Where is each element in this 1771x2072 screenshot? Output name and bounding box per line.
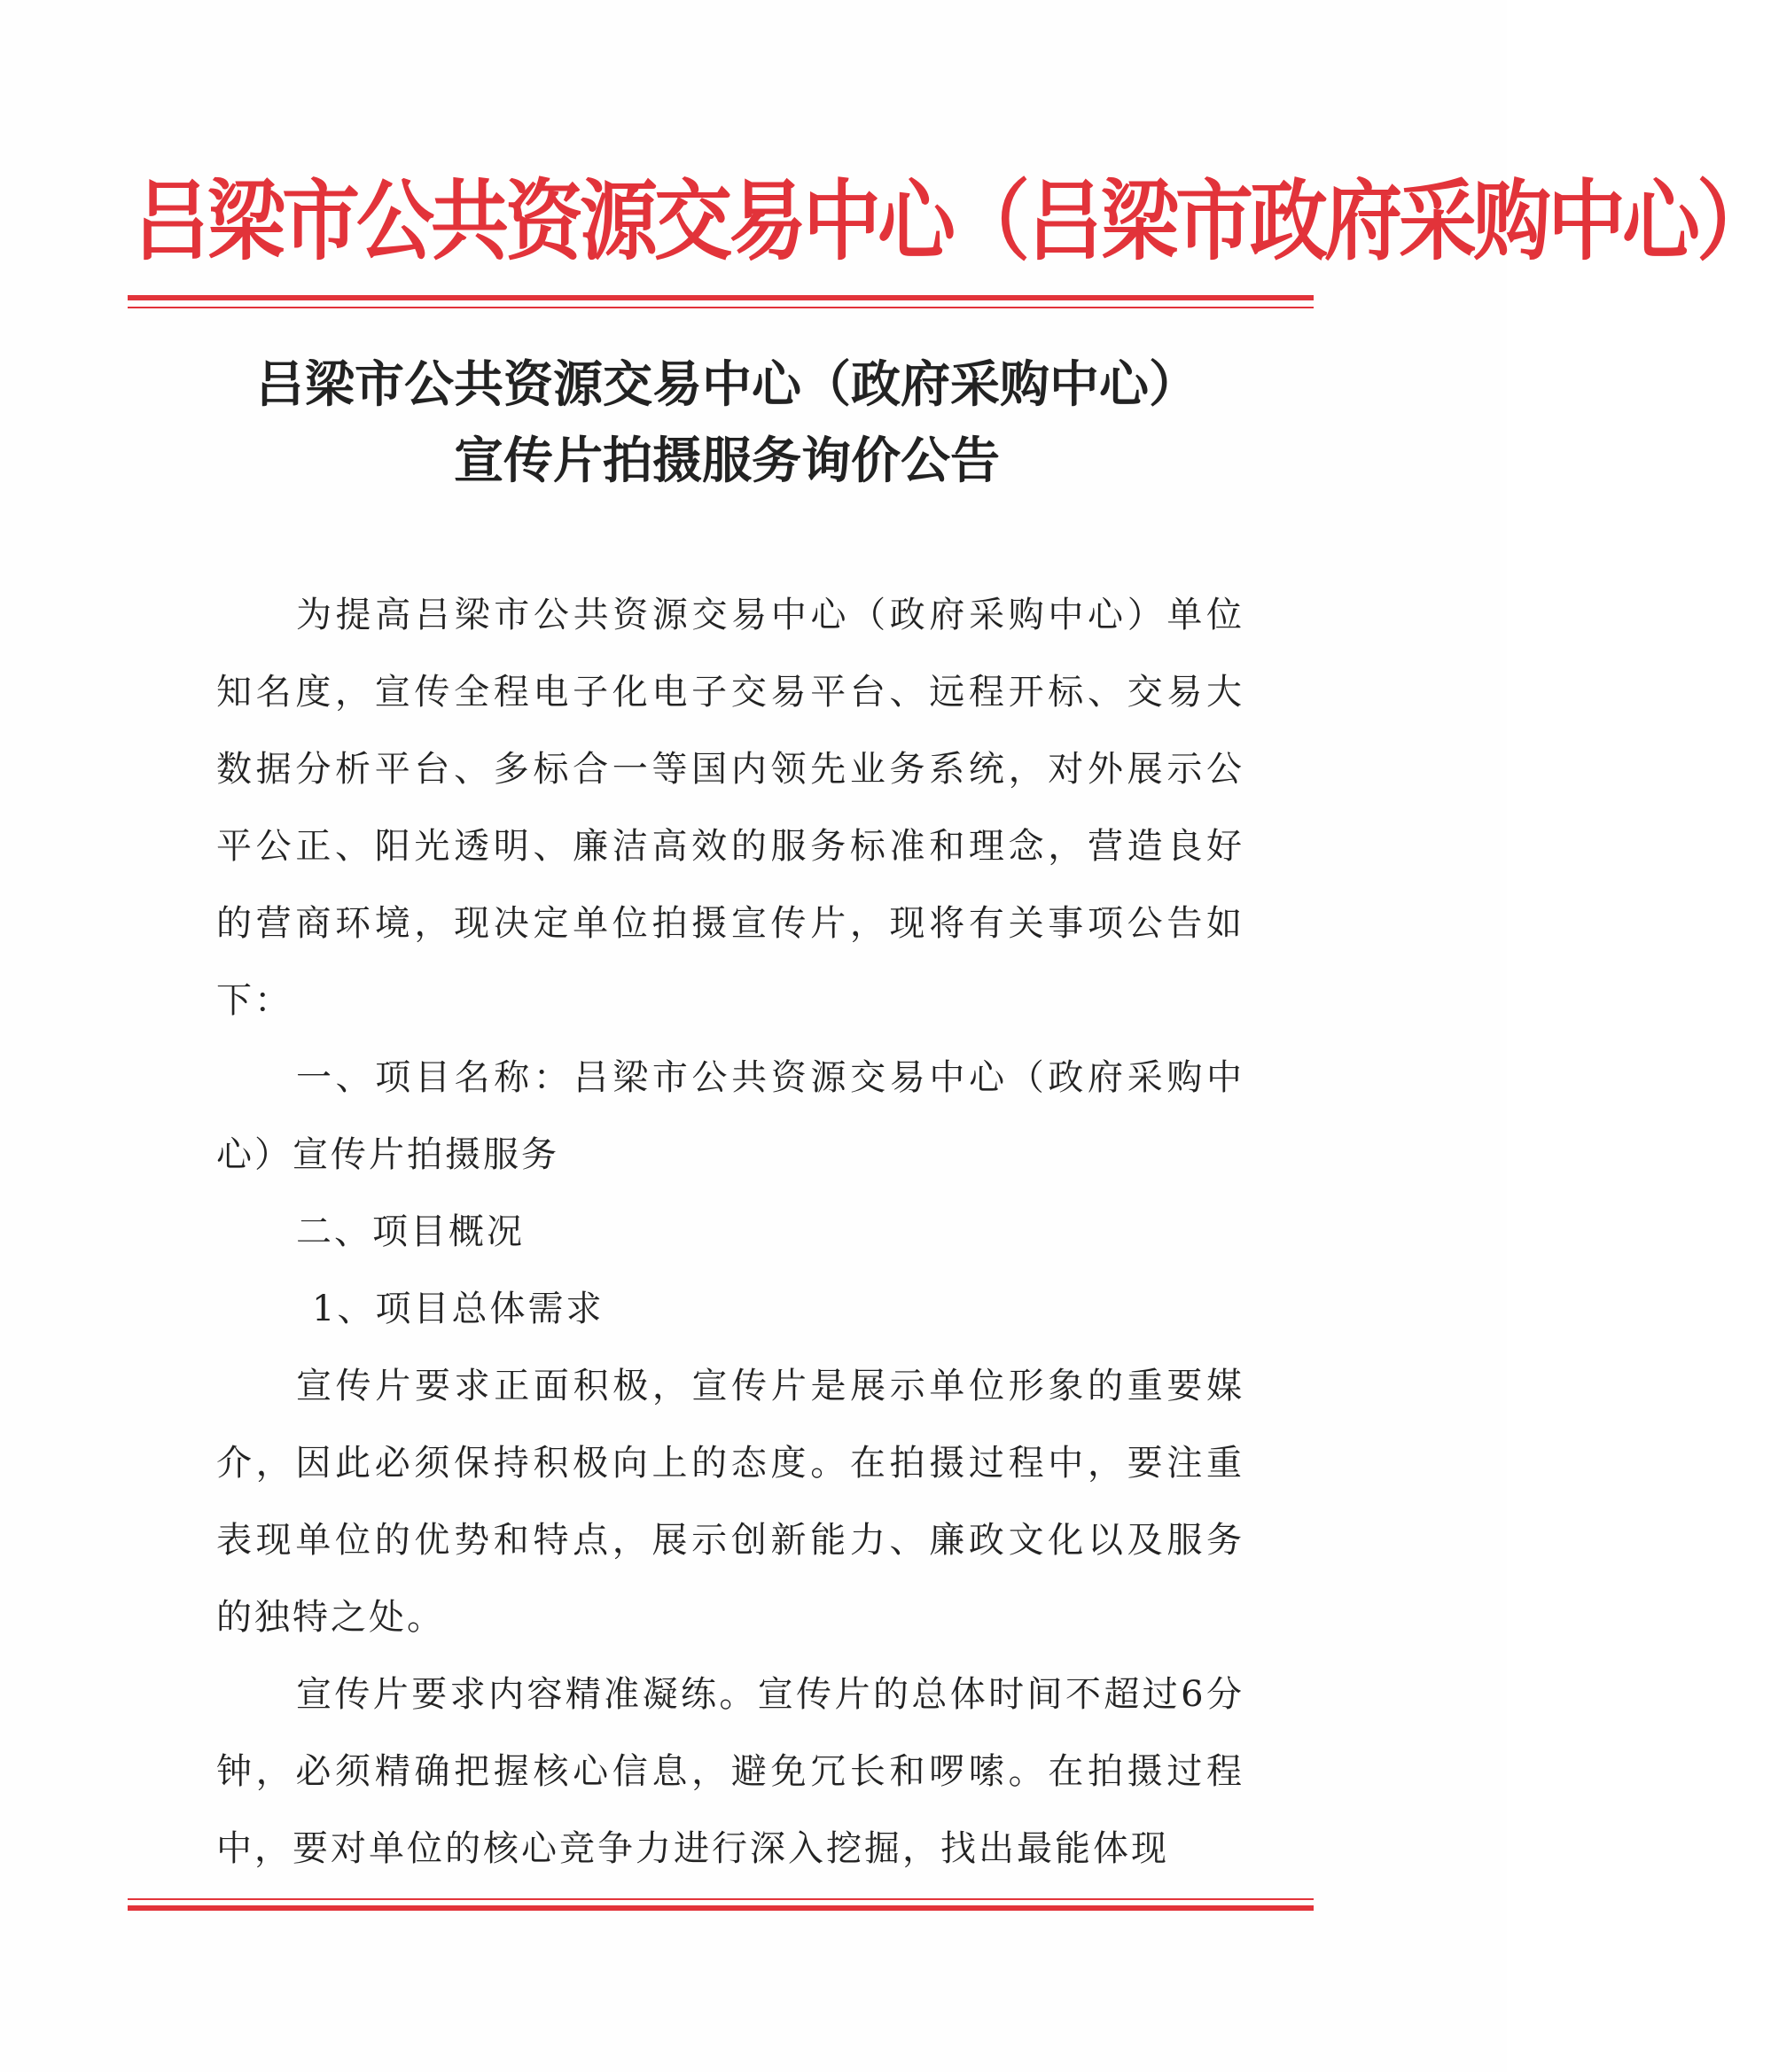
body-paragraph-project-name: 一、项目名称：吕梁市公共资源交易中心（政府采购中心）宣传片拍摄服务 (216, 1057, 1244, 1175)
body-paragraph-concise: 宣传片要求内容精准凝练。宣传片的总体时间不超过6分钟，必须精确把握核心信息，避免冗长和啰嗦。在拍摄过程中，要对单位的核心竞争力进行深入挖掘，找出最能体现 (216, 1674, 1244, 1869)
body-heading-overall-requirements: 1、项目总体需求 (312, 1289, 605, 1329)
letterhead-org-name: 吕梁市公共资源交易中心（吕梁市政府采购中心） (133, 169, 1771, 273)
body-paragraph-positive: 宣传片要求正面积极，宣传片是展示单位形象的重要媒介，因此必须保持积极向上的态度。在拍摄过程中，要注重表现单位的优势和特点，展示创新能力、廉政文化以及服务的独特之处。 (216, 1366, 1244, 1638)
body-paragraph-intro: 为提高吕梁市公共资源交易中心（政府采购中心）单位知名度，宣传全程电子化电子交易平台、远程开标、交易大数据分析平台、多标合一等国内领先业务系统，对外展示公平公正、阳光透明、廉洁高效的服务标准和理念，营造良好的营商环境，现决定单位拍摄宣传片，现将有关事项公告如下： (216, 595, 1244, 1021)
body-heading-project-overview: 二、项目概况 (296, 1211, 525, 1252)
footer-rule-thin (128, 1898, 1314, 1900)
document-title-line-1: 吕梁市公共资源交易中心（政府采购中心） (255, 356, 1198, 414)
footer-rule-thick (128, 1905, 1314, 1911)
letterhead-rule-thick (128, 295, 1314, 300)
document-title-line-2: 宣传片拍摄服务询价公告 (454, 432, 1000, 490)
letterhead-rule-thin (128, 307, 1314, 308)
